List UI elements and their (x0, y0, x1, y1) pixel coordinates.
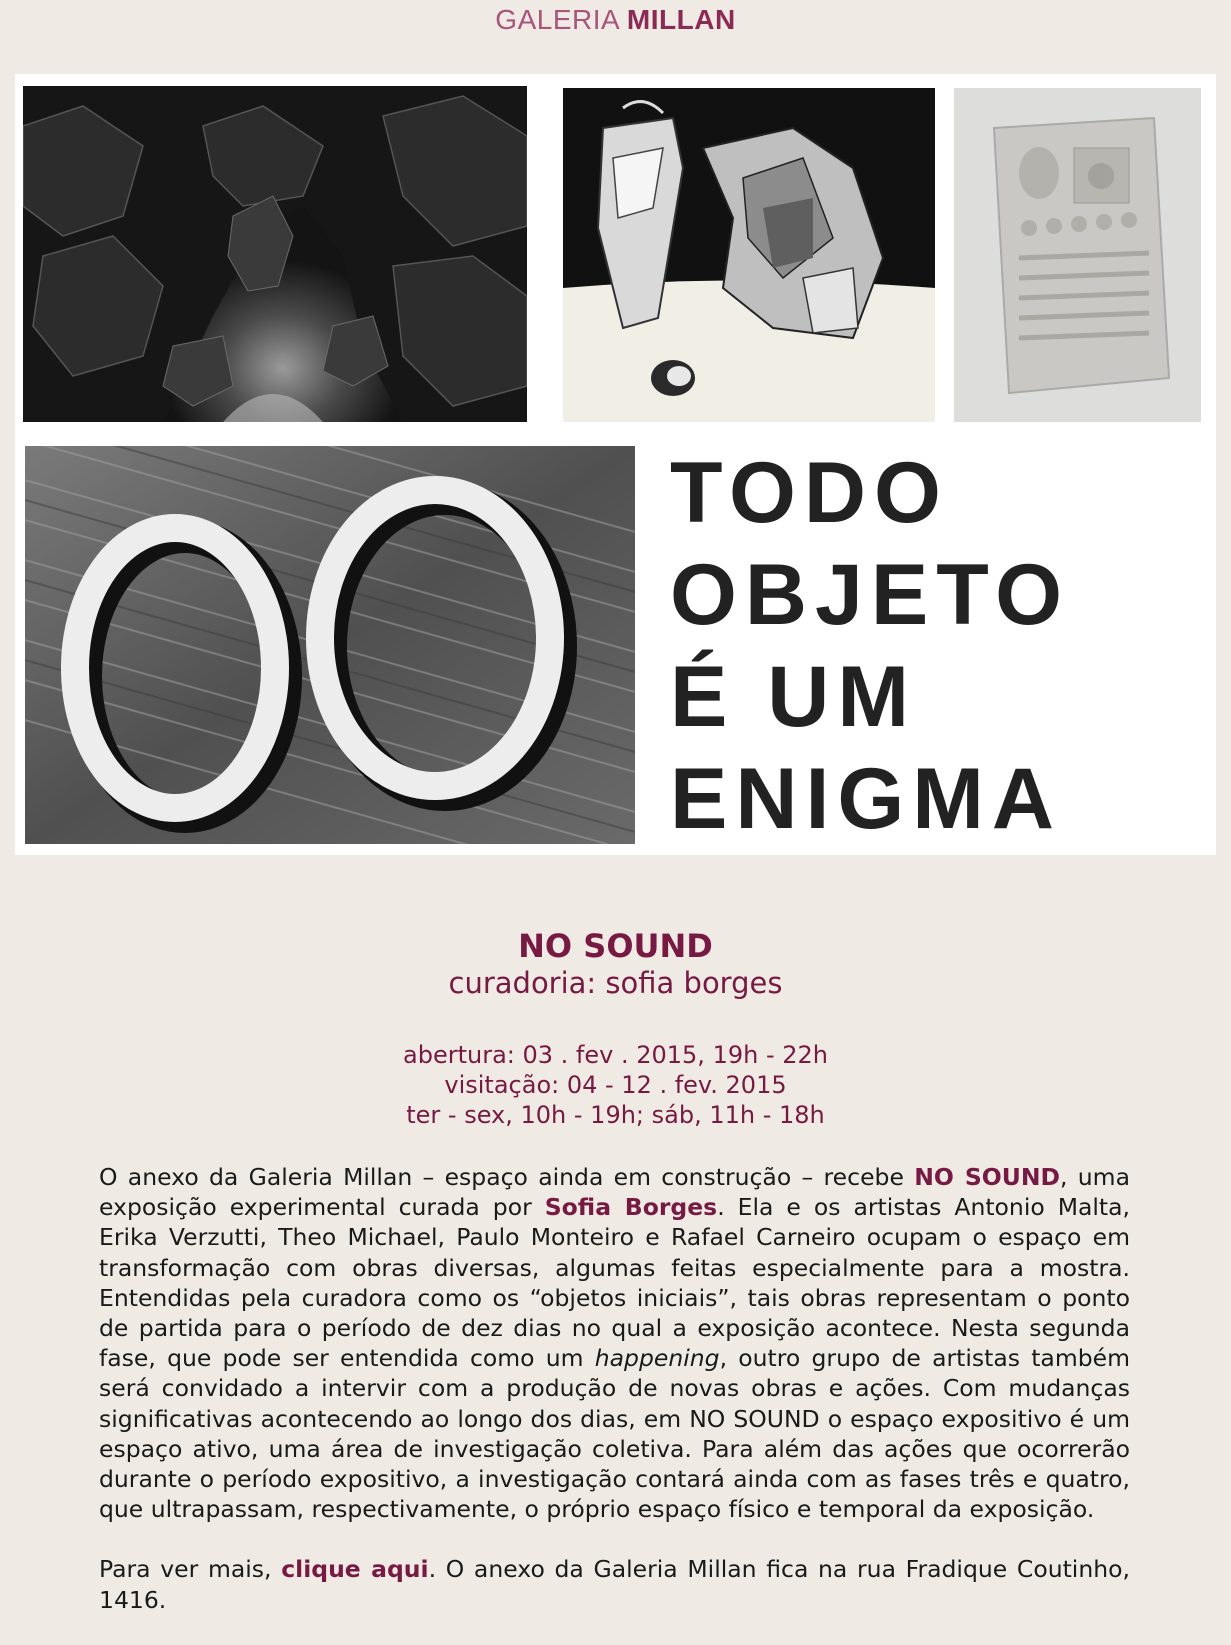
schedule-block (0, 1040, 1231, 1130)
paragraph-text: Para ver mais, (99, 1555, 282, 1584)
cave-photograph-image (23, 86, 527, 422)
click-here-link[interactable]: clique aqui (281, 1555, 429, 1584)
opening-hours: ter - sex, 10h - 19h; sáb, 11h - 18h (406, 1101, 825, 1129)
banner-title-line-2: OBJETO (670, 547, 1071, 643)
banner-title-line-4: ENIGMA (670, 751, 1062, 847)
exhibition-name-highlight: NO SOUND (914, 1163, 1061, 1191)
banner-title-line-1: TODO (670, 445, 949, 541)
double-ring-painting-image (25, 446, 635, 844)
description-paragraph (99, 1162, 1130, 1524)
gallery-logo[interactable] (0, 4, 1231, 36)
paragraph-text: , uma exposição experimental curada por (99, 1163, 1130, 1222)
paragraph-text: O anexo da Galeria Millan – espaço ainda em construção – recebe (99, 1163, 915, 1191)
paragraph-text: , outro grupo de artistas também será convidado a intervir com a produção de novas obras e ações. Com mudanças significativas acontecendo ao longo dos dias, em NO SOUND o espaço expositivo é um espaço ativo, uma área de investigação coletiva. Para além das ações que ocorrerão durante o período expositivo, a investigação contará ainda com as fases três e quatro, que ultrapassam, respectivamente, o próprio espaço físico e temporal da exposição. (99, 1344, 1130, 1524)
logo-word-galeria: GALERIA (495, 4, 619, 35)
plaster-slab-sculpture-image (954, 88, 1201, 422)
paragraph-text: . Ela e os artistas Antonio Malta, Erika Verzutti, Theo Michael, Paulo Monteiro e Rafael Carneiro ocupam o espaço em transformação com obras diversas, algumas feitas especialmente para a mostra. Entendidas pela curadora como os “objetos iniciais”, tais obras representam o ponto de partida para o período de dez dias no qual a exposição acontece. Nesta segunda fase, que pode ser entendida como um (99, 1193, 1131, 1373)
geometric-figures-painting-image (563, 88, 935, 422)
description-text (99, 1162, 1130, 1645)
banner-title (670, 442, 1210, 850)
paragraph-text: . O anexo da Galeria Millan fica na rua Fradique Coutinho, 1416. (99, 1555, 1130, 1614)
exhibition-banner (15, 74, 1216, 855)
happening-term: happening (594, 1344, 720, 1373)
visiting-dates: visitação: 04 - 12 . fev. 2015 (444, 1071, 787, 1099)
exhibition-title: NO SOUND (518, 927, 713, 965)
curator-name-highlight: Sofia Borges (544, 1193, 718, 1222)
banner-title-line-3: É UM (670, 649, 917, 745)
logo-word-millan: MILLAN (626, 4, 736, 35)
more-info-paragraph (99, 1554, 1130, 1614)
opening-date: abertura: 03 . fev . 2015, 19h - 22h (403, 1041, 828, 1069)
curator-line: curadoria: sofia borges (448, 966, 783, 1000)
